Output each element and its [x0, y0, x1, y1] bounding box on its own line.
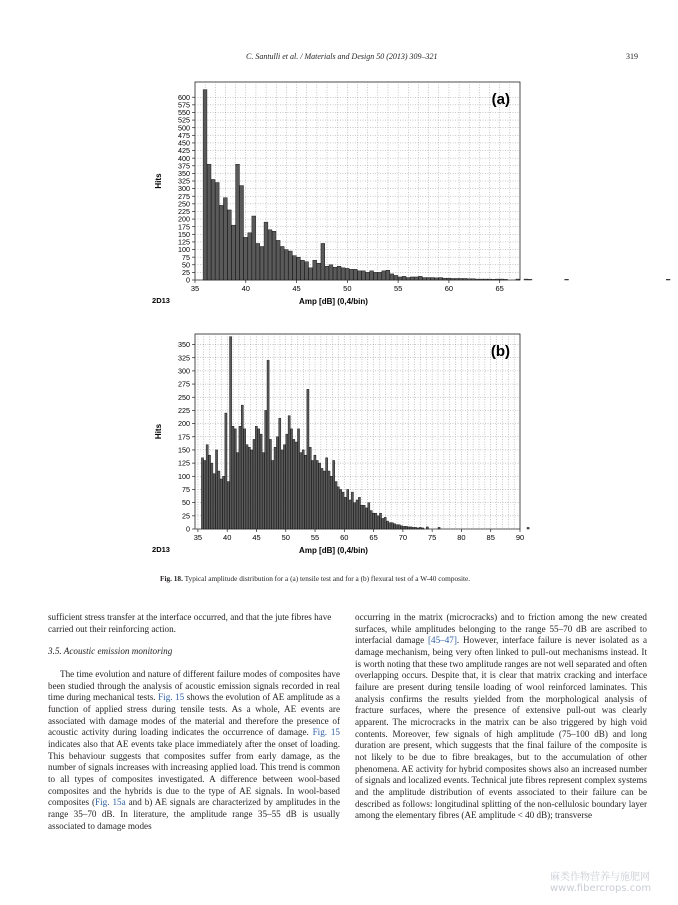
histogram-bar [244, 429, 246, 529]
histogram-bar [361, 505, 363, 529]
histogram-bar [418, 276, 422, 280]
y-tick-label: 250 [178, 199, 190, 209]
y-tick-label: 0 [186, 524, 190, 534]
y-tick-label: 375 [178, 161, 190, 171]
y-tick-label: 425 [178, 146, 190, 156]
y-tick-label: 225 [178, 207, 190, 217]
histogram-bar [396, 525, 398, 529]
histogram-bar [218, 471, 220, 529]
histogram-bar [280, 246, 284, 280]
y-tick-label: 25 [182, 511, 190, 521]
histogram-bar [207, 164, 211, 280]
reference-link[interactable]: [45–47] [427, 635, 457, 646]
histogram-bar [256, 243, 260, 280]
histogram-bar [312, 460, 314, 529]
text-run: . However, interface failure is never isolated as a damage mechanism, being very often linked to pull-out mechanisms instead. It is worth noting that these two amplitude ranges are not well separated and often overlapping occurs. Despite that, it is clear that matrix cracking and interface failure are present during tensile loading of wool reinforced laminates. This analysis confirms the results yielded from the morphological analysis of fracture surfaces, where the presence of extensive pull-out was clearly apparent. The microcracks in the matrix can be also triggered by high void contents. Moreover, few signals of high amplitude (75–100 dB) and long duration are present, which suggests that the final failure of the composite is not likely to be due to fibre breakages, but to the accumulation of other phenomena. AE activity for hybrid composites shows also an increased number of signals and localized events. Technical jute fibres represent complex systems and the amplitude distribution of events associated to their failure can be described as follows: longitudinal splitting of the non-cellulosic boundary layer among the elementary fibres (AE amplitude < 40 dB); transverse [355, 635, 648, 821]
histogram-bar [412, 527, 414, 529]
histogram-bar [223, 198, 227, 280]
paragraph-ae-monitoring [48, 669, 340, 832]
y-tick-label: 75 [182, 252, 190, 262]
x-tick-label: 45 [252, 533, 261, 542]
histogram-bar [286, 434, 288, 529]
histogram-bar [333, 267, 337, 280]
watermark-line-2: www.fibercrops.com [550, 883, 652, 894]
histogram-bar [463, 278, 467, 280]
histogram-bar [467, 279, 471, 280]
histogram-bar [398, 277, 402, 280]
histogram-bar [321, 468, 323, 529]
histogram-bar [264, 222, 268, 280]
histogram-bar [356, 500, 358, 529]
running-head [0, 52, 678, 66]
histogram-bar [239, 426, 241, 529]
histogram-bar [335, 482, 337, 529]
histogram-bar [431, 278, 435, 280]
histogram-bar [382, 518, 384, 529]
figure-caption-text: Typical amplitude distribution for a (a) tensile test and for a (b) flexural test of a W-40 composite. [184, 574, 471, 583]
histogram-bar [317, 263, 321, 280]
histogram-bar [358, 497, 360, 529]
histogram-bar [347, 489, 349, 529]
histogram-bar [504, 279, 508, 280]
y-tick-label: 200 [178, 214, 190, 224]
histogram-bar [267, 360, 269, 529]
histogram-bar [228, 210, 232, 280]
histogram-bar [262, 453, 264, 529]
histogram-bar [319, 463, 321, 529]
histogram-bar [252, 216, 256, 280]
histogram-bar [340, 489, 342, 529]
histogram-bar [488, 279, 492, 280]
journal-citation: C. Santulli et al. / Materials and Design 50 (2013) 309–321 [246, 52, 438, 61]
y-tick-label: 300 [178, 366, 190, 376]
y-tick-label: 225 [178, 406, 190, 416]
text-run: indicates also that AE events take place immediately after the onset of loading. This behaviour suggests that composites suffer from early damage, as the number of signals increases with increasing applied load. This trend is common to all types of composites investigated. A difference between wool-based composites and the hybrids is due to the type of AE signals. In wool-based composites ( [48, 738, 340, 808]
y-tick-label: 450 [178, 138, 190, 148]
histogram-bar [241, 405, 243, 529]
histogram-bar [402, 276, 406, 280]
y-tick-label: 150 [178, 445, 190, 455]
histogram-bar [471, 279, 475, 280]
y-tick-label: 350 [178, 168, 190, 178]
watermark [550, 872, 678, 894]
histogram-bar [565, 279, 569, 280]
y-tick-label: 325 [178, 176, 190, 186]
figure-link[interactable]: Fig. 15 [158, 692, 185, 703]
histogram-bar [405, 526, 407, 529]
y-tick-label: 350 [178, 340, 190, 350]
histogram-bar [326, 458, 328, 529]
histogram-bar [313, 260, 317, 280]
histogram-bar [398, 525, 400, 529]
figure-caption [160, 574, 580, 583]
histogram-bar [215, 183, 219, 280]
histogram-bar [329, 265, 333, 280]
histogram-bar [527, 527, 529, 529]
histogram-bar [297, 257, 301, 280]
histogram-bar [435, 278, 439, 280]
histogram-bar [232, 426, 234, 529]
x-tick-label: 45 [292, 284, 301, 293]
histogram-bar [423, 278, 427, 280]
histogram-bar [500, 279, 504, 280]
histogram-bar [215, 450, 217, 529]
histogram-bar [349, 269, 353, 280]
histogram-bar [232, 225, 236, 280]
y-axis-label: Hits [154, 423, 163, 440]
histogram-bar [417, 528, 419, 529]
text-run: The time evolution and nature of different failure modes of composites have been studied through the analysis of acoustic emission signals recorded in real time during mechanical tests. [48, 668, 340, 703]
y-tick-label: 475 [178, 130, 190, 140]
y-tick-label: 25 [182, 267, 190, 277]
histogram-bar [201, 458, 203, 529]
histogram-bar [528, 279, 532, 280]
histogram-bar [230, 337, 232, 529]
histogram-bar [358, 271, 362, 280]
histogram-bar [211, 179, 215, 280]
histogram-bar [353, 269, 357, 280]
y-tick-label: 175 [178, 222, 190, 232]
histogram-bar [337, 487, 339, 529]
x-axis-label: Amp [dB] (0,4/bin) [299, 297, 368, 306]
histogram-bar [323, 471, 325, 529]
histogram-bar [403, 526, 405, 529]
histogram-bar [276, 437, 278, 529]
histogram-bar [375, 513, 377, 529]
histogram-bar [333, 460, 335, 529]
histogram-bar [451, 278, 455, 280]
x-tick-label: 50 [343, 284, 352, 293]
histogram-bar [372, 513, 374, 529]
histogram-bar [288, 416, 290, 529]
y-tick-label: 200 [178, 419, 190, 429]
histogram-bar [204, 460, 206, 529]
histogram-bar [391, 523, 393, 529]
histogram-bar [414, 277, 418, 280]
histogram-bar [237, 453, 239, 529]
histogram-bar [302, 450, 304, 529]
histogram-bar [426, 527, 428, 529]
right-column [355, 612, 647, 822]
x-tick-label: 35 [193, 533, 203, 542]
histogram-bar [203, 90, 207, 280]
panel-label: (a) [491, 91, 510, 108]
histogram-bar [220, 479, 222, 529]
y-tick-label: 600 [178, 92, 190, 102]
x-tick-label: 40 [241, 284, 250, 293]
histogram-bar [219, 205, 223, 280]
corner-label: 2D13 [152, 545, 170, 554]
histogram-bar [362, 271, 366, 280]
x-tick-label: 85 [486, 533, 495, 542]
histogram-bar [293, 439, 295, 529]
left-column [48, 612, 340, 832]
histogram-bar [276, 240, 280, 280]
histogram-bar [516, 279, 520, 280]
histogram-bar [447, 278, 451, 280]
histogram-bar [337, 266, 341, 280]
histogram-bar [344, 497, 346, 529]
histogram-bar [349, 500, 351, 529]
histogram-bar [459, 278, 463, 280]
text-run: and b) AE signals are characterized by amplitudes in the range 35–70 dB. In literature, the amplitude range 35–55 dB is usually associated to damage modes [48, 797, 340, 831]
histogram-bar [208, 455, 210, 529]
histogram-bar [328, 471, 330, 529]
chart-a-tensile-amplitude [0, 78, 678, 310]
histogram-bar [479, 279, 483, 280]
y-tick-label: 50 [182, 498, 190, 508]
histogram-bar [666, 279, 670, 280]
histogram-bar [410, 527, 412, 529]
histogram-bar [370, 511, 372, 529]
paragraph-continued-right [355, 612, 647, 822]
histogram-bar [314, 455, 316, 529]
histogram-bar [386, 270, 390, 280]
histogram-bar [427, 278, 431, 280]
histogram-bar [345, 268, 349, 280]
x-tick-label: 80 [457, 533, 466, 542]
histogram-bar [246, 445, 248, 529]
histogram-bar [394, 275, 398, 280]
histogram-bar [325, 266, 329, 280]
histogram-bar [260, 246, 264, 280]
histogram-bar [321, 243, 325, 280]
y-tick-label: 125 [178, 458, 190, 468]
histogram-bar [272, 460, 274, 529]
histogram-bar [483, 279, 487, 280]
histogram-bar [370, 271, 374, 280]
histogram-bar [251, 450, 253, 529]
histogram-bar [265, 410, 267, 529]
histogram-bar [309, 447, 311, 529]
histogram-bar [401, 526, 403, 529]
histogram-bar [253, 439, 255, 529]
x-tick-label: 70 [398, 533, 408, 542]
histogram-bar [272, 231, 276, 280]
x-tick-label: 55 [310, 533, 320, 542]
histogram-bar [213, 474, 215, 529]
histogram-bar [389, 523, 391, 529]
histogram-bar [390, 274, 394, 280]
histogram-bar [378, 272, 382, 280]
histogram-bar [293, 256, 297, 280]
histogram-bar [227, 482, 229, 529]
x-tick-label: 40 [223, 533, 232, 542]
histogram-bar [408, 527, 410, 529]
x-tick-label: 75 [427, 533, 437, 542]
y-axis-label: Hits [154, 173, 163, 189]
histogram-bar [368, 503, 370, 529]
histogram-bar [366, 272, 370, 280]
histogram-bar [316, 460, 318, 529]
histogram-bar [365, 508, 367, 529]
histogram-bar [438, 527, 440, 529]
histogram-bar [240, 186, 244, 280]
histogram-bar [281, 450, 283, 529]
histogram-bar [496, 279, 500, 280]
histogram-bar [260, 434, 262, 529]
figure-label: Fig. 18. [160, 574, 183, 583]
histogram-bar [300, 453, 302, 529]
y-tick-label: 150 [178, 229, 190, 239]
histogram-bar [443, 278, 447, 280]
panel-label: (b) [490, 343, 510, 360]
histogram-bar [342, 492, 344, 529]
histogram-bar [419, 527, 421, 529]
y-tick-label: 550 [178, 108, 190, 118]
y-tick-label: 275 [178, 191, 190, 201]
histogram-bar [248, 233, 252, 280]
histogram-bar [248, 447, 250, 529]
corner-label: 2D13 [152, 296, 170, 305]
x-tick-label: 50 [281, 533, 290, 542]
histogram-bar [382, 271, 386, 280]
paragraph-continued: sufficient stress transfer at the interface occurred, and that the jute fibres have carried out their reinforcing action. [48, 612, 332, 634]
y-tick-label: 300 [178, 184, 190, 194]
histogram-bar [234, 429, 236, 529]
y-tick-label: 50 [182, 260, 190, 270]
y-tick-label: 500 [178, 123, 190, 133]
histogram-bar [415, 527, 417, 529]
y-tick-label: 175 [178, 432, 190, 442]
histogram-bar [269, 439, 271, 529]
histogram-bar [386, 521, 388, 529]
x-tick-label: 65 [369, 533, 378, 542]
y-tick-label: 250 [178, 392, 190, 402]
y-tick-label: 75 [182, 485, 190, 495]
histogram-bar [309, 268, 313, 280]
y-tick-label: 0 [186, 275, 190, 285]
histogram-bar [297, 429, 299, 529]
page-number: 319 [626, 52, 638, 61]
histogram-bar [492, 279, 496, 280]
y-tick-label: 100 [178, 471, 190, 481]
x-tick-label: 60 [444, 284, 454, 293]
figure-link[interactable]: Fig. 15 [312, 727, 340, 738]
histogram-bar [455, 278, 459, 280]
histogram-bar [305, 262, 309, 280]
chart-b-flexural-amplitude [0, 330, 678, 568]
x-tick-label: 60 [340, 533, 349, 542]
watermark-line-1: 麻类作物营养与施肥网 [550, 872, 650, 883]
histogram-bar [307, 389, 309, 529]
histogram-bar [439, 278, 443, 280]
histogram-bar [410, 277, 414, 280]
histogram-bar [295, 442, 297, 529]
x-tick-label: 65 [495, 284, 504, 293]
histogram-bar [394, 524, 396, 529]
histogram-bar [268, 230, 272, 280]
text-run: occurring in the matrix (microcracks) and to friction among the new created surfaces, while amplitudes belonging to the range 55–70 dB are ascribed to interfacial damage [355, 612, 647, 646]
histogram-bar [377, 516, 379, 529]
x-tick-label: 35 [190, 284, 200, 293]
histogram-bar [279, 418, 281, 529]
y-tick-label: 125 [178, 237, 190, 247]
histogram-bar [223, 476, 225, 529]
histogram-bar [351, 492, 353, 529]
histogram-bar [236, 164, 240, 280]
histogram-bar [301, 260, 305, 280]
histogram-bar [363, 505, 365, 529]
y-tick-label: 575 [178, 100, 190, 110]
histogram-bar [255, 426, 257, 529]
histogram-bar [225, 413, 227, 529]
text-run: shows the evolution of AE amplitude as a function of applied stress during tensile tests. As a whole, AE events are associated with damage modes of the material and therefore the presence of acoustic activity during loading indicates the occurrence of damage. [48, 692, 340, 738]
histogram-bar [354, 503, 356, 529]
section-heading: 3.5. Acoustic emission monitoring [48, 646, 173, 657]
histogram-bar [283, 445, 285, 529]
y-tick-label: 525 [178, 115, 190, 125]
histogram-bar [374, 272, 378, 280]
histogram-bar [422, 528, 424, 529]
histogram-bar [211, 463, 213, 529]
histogram-bar [406, 278, 410, 280]
x-tick-label: 55 [393, 284, 403, 293]
histogram-bar [274, 447, 276, 529]
histogram-bar [305, 455, 307, 529]
histogram-bar [288, 251, 292, 280]
y-tick-label: 400 [178, 153, 190, 163]
histogram-bar [258, 429, 260, 529]
histogram-bar [379, 513, 381, 529]
x-axis-label: Amp [dB] (0,4/bin) [299, 546, 368, 555]
histogram-bar [284, 250, 288, 280]
histogram-bar [384, 517, 386, 529]
histogram-bar [290, 429, 292, 529]
histogram-bar [524, 279, 528, 280]
y-tick-label: 325 [178, 353, 190, 363]
histogram-bar [206, 445, 208, 529]
histogram-bar [341, 268, 345, 280]
histogram-bar [475, 279, 479, 280]
histogram-bar [330, 476, 332, 529]
y-tick-label: 100 [178, 245, 190, 255]
x-tick-label: 90 [515, 533, 525, 542]
histogram-bar [244, 237, 248, 280]
figure-link[interactable]: Fig. 15a [95, 797, 126, 808]
y-tick-label: 275 [178, 379, 190, 389]
